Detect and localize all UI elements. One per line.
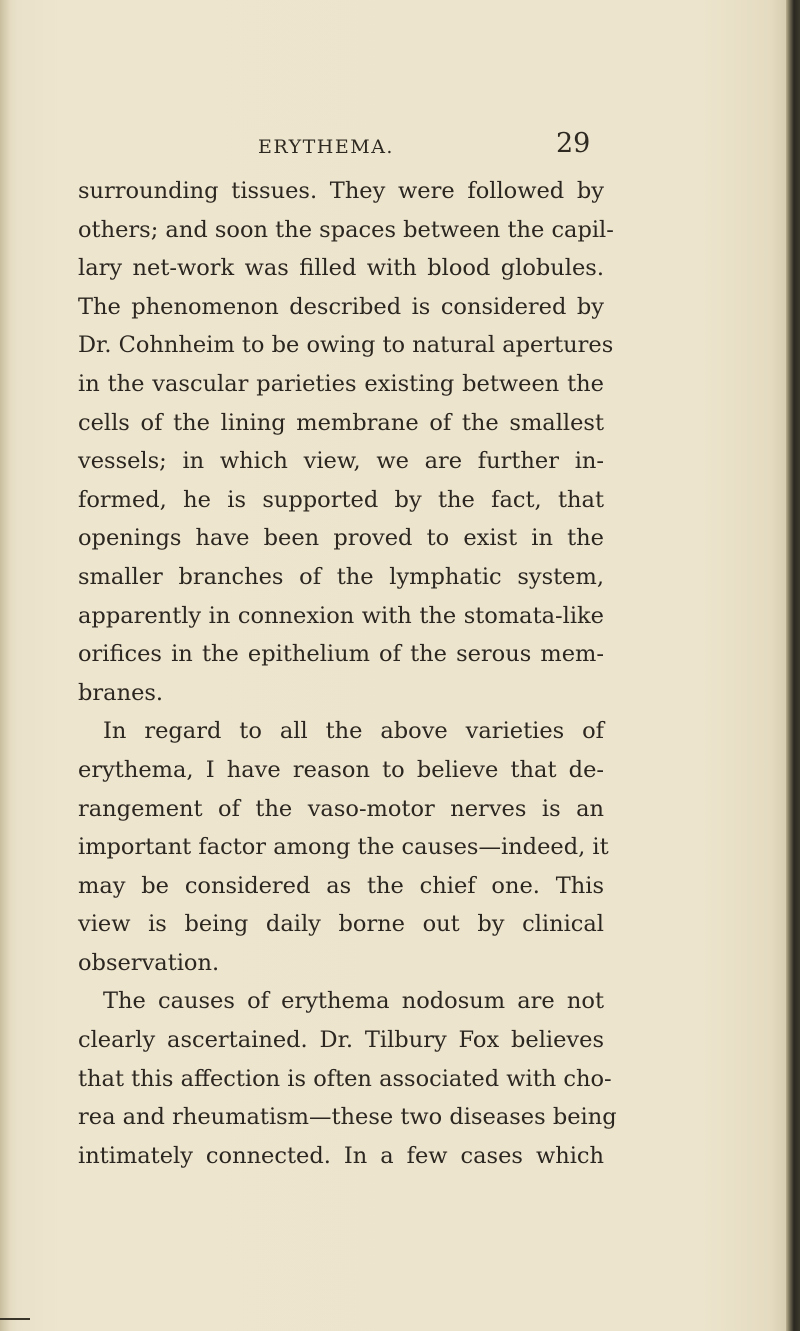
- page-gutter-shadow: [0, 0, 10, 1331]
- body-text: [78, 172, 617, 1175]
- text-line: smaller branches of the lymphatic system,: [78, 563, 604, 590]
- text-line: may be considered as the chief one. This: [78, 872, 604, 899]
- text-line: intimately connected. In a few cases which: [78, 1142, 604, 1169]
- text-line: apparently in connexion with the stomata-like: [78, 602, 604, 629]
- page-edge-shadow: [786, 0, 800, 1331]
- text-line: rea and rheumatism—these two diseases being: [78, 1104, 617, 1131]
- text-line: erythema, I have reason to believe that de-: [78, 756, 604, 783]
- text-line: The phenomenon described is considered by: [78, 293, 604, 320]
- text-line: others; and soon the spaces between the capil-: [78, 216, 614, 243]
- text-line: In regard to all the above varieties of: [103, 718, 604, 745]
- text-line: openings have been proved to exist in the: [78, 525, 604, 552]
- text-line: clearly ascertained. Dr. Tilbury Fox believes: [78, 1027, 604, 1054]
- running-head-title: ERYTHEMA.: [258, 136, 394, 158]
- text-line: in the vascular parieties existing between the: [78, 370, 604, 397]
- text-line: rangement of the vaso-motor nerves is an: [78, 795, 604, 822]
- text-line: The causes of erythema nodosum are not: [103, 988, 604, 1015]
- text-line: branes.: [78, 679, 164, 706]
- text-line: lary net-work was filled with blood globules.: [78, 255, 604, 282]
- text-line: observation.: [78, 949, 220, 976]
- page-corner-mark: [0, 1318, 30, 1320]
- text-line: cells of the lining membrane of the smallest: [78, 409, 604, 436]
- text-line: formed, he is supported by the fact, that: [78, 486, 604, 513]
- text-line: vessels; in which view, we are further in-: [78, 448, 604, 475]
- text-line: orifices in the epithelium of the serous mem-: [78, 641, 604, 668]
- text-line: important factor among the causes—indeed, it: [78, 834, 609, 861]
- text-line: that this affection is often associated with cho-: [78, 1065, 612, 1092]
- text-line: view is being daily borne out by clinical: [78, 911, 604, 938]
- running-header: [0, 128, 800, 164]
- text-line: surrounding tissues. They were followed by: [78, 178, 604, 204]
- page-number: 29: [556, 128, 591, 159]
- text-line: Dr. Cohnheim to be owing to natural apertures: [78, 332, 614, 359]
